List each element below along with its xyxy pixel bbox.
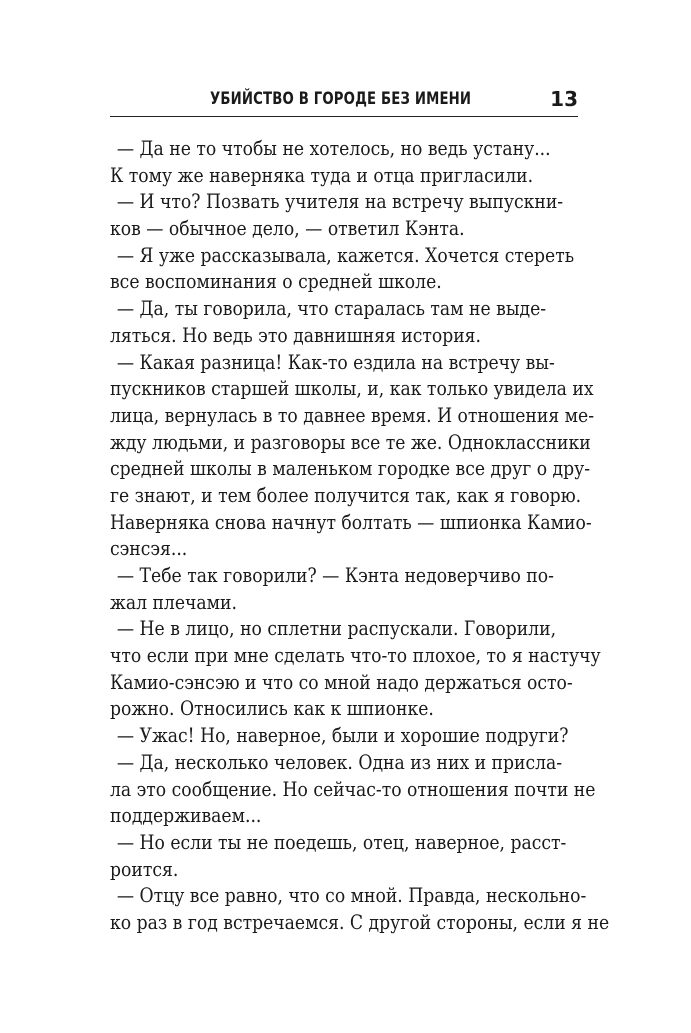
text-line: лица, вернулась в то давнее время. И отношения ме- xyxy=(110,402,595,427)
text-line: ла это сообщение. Но сейчас-то отношения почти не xyxy=(110,776,596,801)
text-line: все воспоминания о средней школе. xyxy=(110,269,442,294)
text-line: пускников старшей школы, и, как только увидела их xyxy=(110,376,594,401)
text-line: — Отцу все равно, что со мной. Правда, нескольно- xyxy=(116,883,587,908)
text-line: жду людьми, и разговоры все те же. Одноклассники xyxy=(110,429,591,454)
text-line: — Но если ты не поедешь, отец, наверное, расст- xyxy=(116,829,567,854)
text-line: Камио-сэнсэю и что со мной надо держаться осто- xyxy=(110,669,573,694)
text-line: — Да, несколько человек. Одна из них и присла- xyxy=(116,749,563,774)
text-line: Наверняка снова начнут болтать — шпионка Камио- xyxy=(110,509,592,534)
running-head xyxy=(110,86,578,117)
text-line: — Тебе так говорили? — Кэнта недоверчиво по- xyxy=(116,563,554,587)
text-line: жал плечами. xyxy=(110,589,237,614)
text-line: К тому же наверняка туда и отца пригласили. xyxy=(110,162,534,187)
text-line: — Не в лицо, но сплетни распускали. Говорили, xyxy=(116,616,557,641)
text-line: ков — обычное дело, — ответил Кэнта. xyxy=(110,216,465,241)
text-line: — И что? Позвать учителя на встречу выпускни- xyxy=(116,189,564,214)
body-text xyxy=(110,135,610,936)
text-line: ляться. Но ведь это давнишняя история. xyxy=(110,322,481,347)
text-line: ге знают, и тем более получится так, как я говорю. xyxy=(110,482,582,507)
text-line: — Ужас! Но, наверное, были и хорошие подруги? xyxy=(116,723,569,748)
text-line: средней школы в маленьком городке все друг о дру- xyxy=(110,456,591,481)
text-line: — Да не то чтобы не хотелось, но ведь устану... xyxy=(116,136,551,160)
text-line: — Да, ты говорила, что старалась там не выде- xyxy=(116,296,547,321)
text-line: рожно. Относились как к шпионке. xyxy=(110,696,434,721)
text-line: роится. xyxy=(110,856,179,881)
text-line: — Какая разница! Как-то ездила на встречу вы- xyxy=(116,349,555,374)
text-line: сэнсэя... xyxy=(110,536,188,561)
page-number: 13 xyxy=(550,87,578,111)
running-title: УБИЙСТВО В ГОРОДЕ БЕЗ ИМЕНИ xyxy=(210,89,472,109)
text-line: — Я уже рассказывала, кажется. Хочется стереть xyxy=(116,242,575,267)
text-line: ко раз в год встречаемся. С другой стороны, если я не xyxy=(110,909,610,934)
text-line: что если при мне сделать что-то плохое, то я настучу xyxy=(110,643,601,668)
text-line: поддерживаем... xyxy=(110,803,262,828)
